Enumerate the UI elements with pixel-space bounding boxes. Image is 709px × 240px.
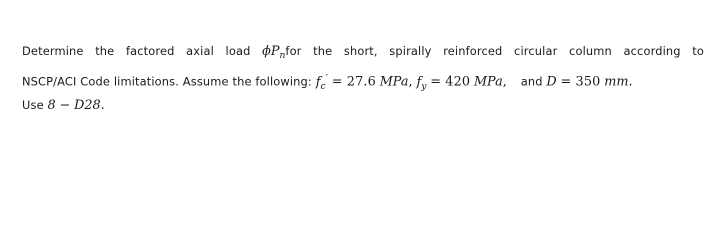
bar-count: 8 — [47, 98, 56, 113]
separator-1: , — [408, 74, 413, 90]
fc-unit: MPa — [379, 74, 409, 90]
line2-end: . — [628, 74, 633, 90]
use-text: Use — [22, 98, 44, 112]
problem-line-1 — [22, 38, 704, 65]
separator-2: , — [502, 74, 507, 90]
fy-value: = 420 — [430, 74, 471, 90]
problem-line-3 — [22, 92, 704, 119]
problem-line-2 — [22, 65, 704, 92]
problem-statement — [22, 38, 704, 119]
fy-variable: $f_y$ — [416, 74, 427, 92]
fy-unit: MPa — [473, 74, 503, 90]
bar-size: D28 — [74, 98, 101, 113]
line2-text: NSCP/ACI Code limitations. Assume the following: — [22, 74, 312, 89]
bar-dash: − — [59, 98, 71, 113]
fc-value: = 27.6 — [331, 74, 376, 90]
diameter-value: = 350 — [560, 74, 601, 90]
line1-text-after: for the short, spirally reinforced circular column according to — [285, 44, 704, 58]
line1-text-before: Determine the factored axial load — [22, 44, 263, 58]
fc-variable: $f_c'$ — [315, 72, 328, 92]
diameter-unit: mm — [604, 74, 629, 90]
diameter-variable: D — [546, 74, 557, 90]
line3-end: . — [100, 98, 105, 113]
phi-pn-symbol: $\phi P_n$ — [262, 44, 286, 62]
and-text: and — [520, 74, 543, 89]
